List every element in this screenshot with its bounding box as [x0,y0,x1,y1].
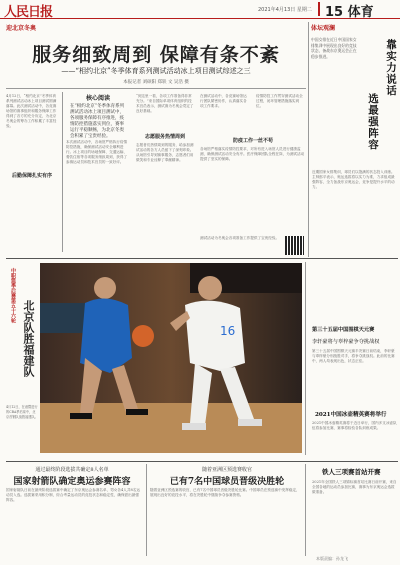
bottom-divider-2 [305,464,306,556]
bottom-mid-headline[interactable]: 已有7名中国球员晋级决胜轮 [169,477,285,487]
article-column-5-top: 疫情防控工作贯穿测试活动全过程，闭环管理措施落实到位。 [256,94,303,108]
bottom-mid-article: 随着亚洲区预选赛的收官，已有7名中国球员晋级决胜轮比赛。中国球员在预选赛中发挥稳定，展现出良好的竞技水平，将在决胜轮中继续争夺参赛资格。 [150,488,300,497]
article-column-5: 各场馆严格落实疫情防控要求，对所有进入场馆人员进行健康监测，确保测试活动安全有序。医疗保障团队全程在岗，为测试活动提供了坚实的保障。 [200,147,305,161]
basketball-photo[interactable] [40,263,302,453]
section-rule [6,258,398,259]
sidebar-title: 体坛观澜 [311,25,336,32]
sidebar-commentary [311,23,398,168]
column2-subtitle: 志愿服务热情周到 [144,134,185,140]
bottom-left-headline[interactable]: 国家射箭队确定奥运参赛阵容 [13,477,131,487]
article-column-3-top: “到这里一看，各项工作准备得非常充分。”来自国际单项体育组织的技术官员表示，测试赛为冬奥会奠定了良好基础。 [136,94,194,113]
bottom-left-subtitle: 通过最终阶段选拔共确定8人名单 [35,467,109,473]
column1-subtitle: 后勤保障扎实有序 [11,173,52,179]
svg-text:16: 16 [220,324,236,338]
main-headline[interactable]: 服务细致周到 保障有条不紊 [32,44,280,66]
core-reading-title: 核心阅读 [85,95,110,102]
main-subhead: ——“相约北京”冬季体育系列测试活动冰上项目测试综述之三 [61,67,251,75]
page-section: 15 体育 [325,5,374,20]
right-title-1-sub: 李轩豪将与辜梓豪争夺挑战权 [312,339,380,345]
column3-subtitle: 防疫工作一丝不苟 [232,138,273,144]
article-column-1: 4月12日，“相约北京”冬季体育系列测试活动冰上项目测试圆满落幕。此次测试活动中，各竞赛场馆的赛事组织和服务保障工作得到了各方的充分肯定，为北京冬奥会的筹办工作积累了丰富经验。 [6,94,57,128]
bottom-divider-1 [146,464,147,556]
photo-caption: 4月12日，在诸暨进行的CBA季后赛中，北京首钢队战胜福建队。 [6,405,38,419]
right-article-1: 第三十五届中国围棋天元赛半决赛日前结束，李轩豪与辜梓豪分别战胜对手，将争夺挑战权。此前的比赛中，两人均表现出色，状态正佳。 [312,349,395,363]
article-column-3: 志愿者们热情周到的服务，给参加测试活动的各方人员留下了深刻印象。从场馆引导到赛事服务，志愿者们用微笑和专业诠释了奉献精神。 [136,143,194,162]
column-divider [62,92,63,252]
issue-date: 2021年4月13日 星期二 [258,7,312,13]
sidebar-body: 近期国家女排集训，球员们以饱满的状态投入训练。主帅郎平表示，奥运选拔将以实力为准，力求组成最强阵容，全力备战东京奥运会，竞争是提升水平的动力。 [312,170,395,189]
right-article-2: 2021中国冰壶精英赛将于近日举行，国内多支冰壶队伍将参加比赛，赛事将检验各队训练成果。 [312,421,397,430]
sidebar-intro: 中国女排在近日中国国家女排集训中展现出良好的竞技状态，备战东京奥运会正在稳步推进。 [311,37,357,59]
core-reading-text: 在“相约北京”冬季体育系列测试活动冰上项目测试中，各项服务保障有序推进，疫情防控措施落实到位，赛事运行平稳顺畅，为北京冬奥会积累了宝贵经验。 [70,104,125,139]
bottom-mid-subtitle: 随着亚洲区预选赛收官 [201,467,252,473]
headline-rule [6,88,306,89]
page-footer: 本版责编：孙龙飞 [316,556,348,561]
newspaper-logo[interactable]: 人民日报 [4,5,53,20]
right-title-1[interactable]: 第三十五届中国围棋天元赛 [312,327,375,333]
article-column-5-end: 测试活动为冬奥会各项准备工作提供了宝贵经验。 [200,236,280,240]
bottom-right-article: 2021年全国铁人三项锦标赛首站比赛日前开赛，来自全国各地的运动员参加比赛，赛事为东京奥运会选拔做准备。 [312,480,397,494]
bottom-left-article: 国家射箭队日前在最终阶段选拔赛中确定了东京奥运会参赛名单，男女各4人共8名运动员入选。选拔赛采用积分制，综合考量运动员的竞技状态和稳定性，确保派出最强阵容。 [6,488,140,502]
sidebar-divider [308,22,309,257]
photo-side-title: 北京队胜福建队 [22,300,35,377]
qr-code-icon[interactable] [285,236,304,255]
right-title-2[interactable]: 2021中国冰壶精英赛将举行 [315,412,387,418]
masthead [0,0,400,19]
sidebar-vertical-title-1: 靠实力说话 [385,39,397,97]
masthead-divider [318,2,320,16]
section-tag: 迎北京冬奥 [6,25,37,32]
right-column-divider [305,262,306,455]
article-column-4-top: 在测试活动中，各竞赛场馆运行团队紧密协作，认真落实各项工作要求。 [200,94,247,108]
article-column-2: 本次测试活动中，各场馆严格执行疫情防控措施，确保测试活动安全顺利进行。冰上项目的场地保障、交通运输、餐饮住宿等各项服务细致周到，获得了参赛运动员和技术官员的一致好评。 [66,140,128,164]
photo-side-label: 中职篮季后赛第五十六轮 [10,268,16,323]
sidebar-vertical-title-2: 选最强阵容 [367,93,379,151]
basketball-photo-image [40,263,302,453]
main-byline: 本报记者 刘硕阳 郑轶 文 吴浩 摄 [123,80,189,85]
bottom-right-headline[interactable]: 铁人三项赛首站开赛 [322,468,381,476]
bottom-section-rule [6,461,398,462]
